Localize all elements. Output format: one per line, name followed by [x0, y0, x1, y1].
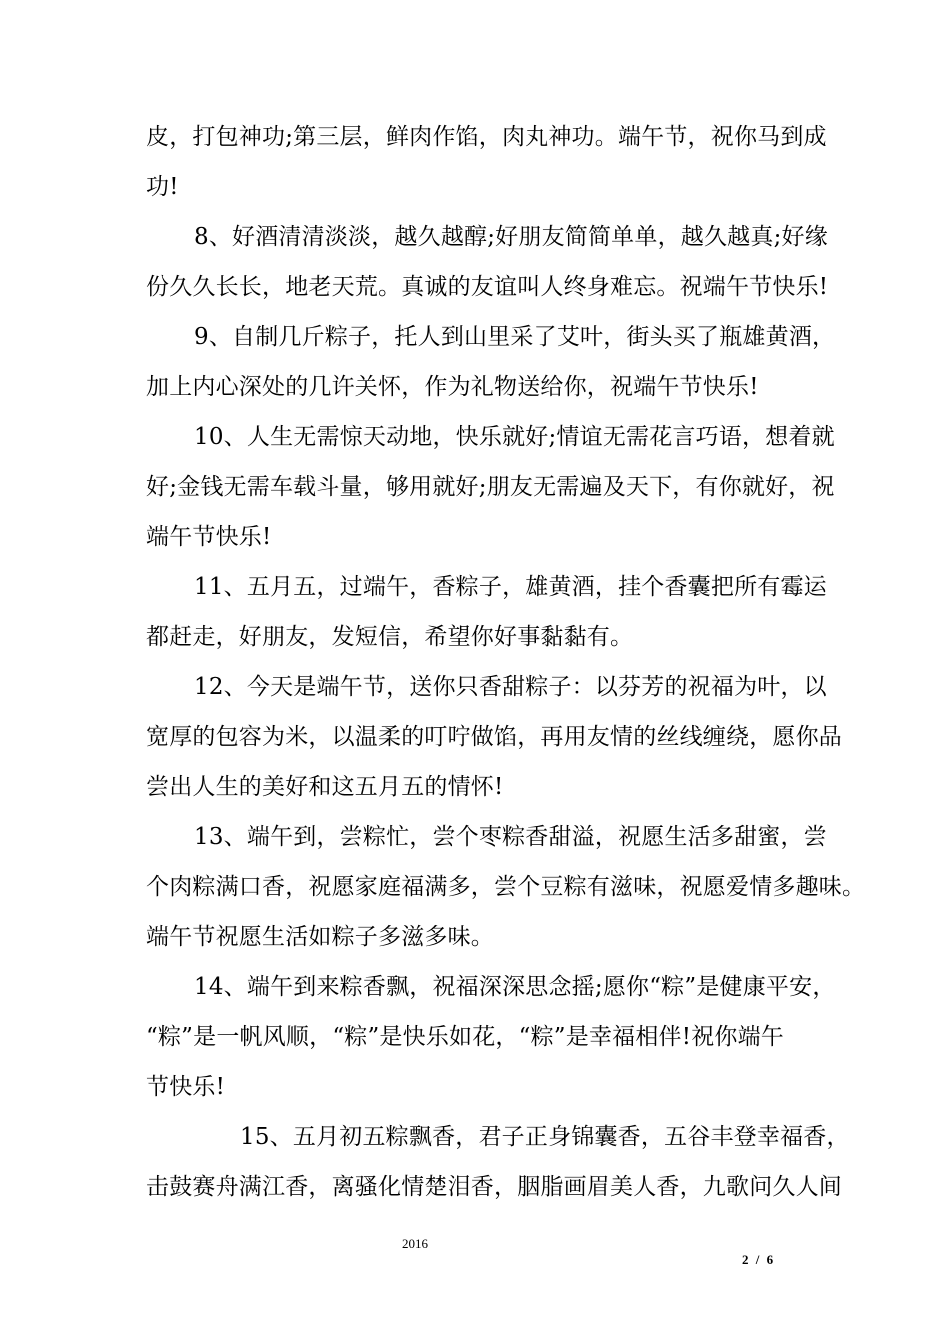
- paragraph-first-line: 12、今天是端午节，送你只香甜粽子：以芬芳的祝福为叶，以: [194, 674, 827, 700]
- text-line: 皮，打包神功;第三层，鲜肉作馅，肉丸神功。端午节，祝你马到成: [146, 124, 827, 150]
- text-line: 宽厚的包容为米，以温柔的叮咛做馅，再用友情的丝线缠绕，愿你品: [146, 724, 842, 750]
- paragraph-first-line: 14、端午到来粽香飘，祝福深深思念摇;愿你“粽”是健康平安，: [194, 974, 836, 1000]
- text-line: 个肉粽满口香，祝愿家庭福满多，尝个豆粽有滋味，祝愿爱情多趣味。: [146, 874, 866, 900]
- text-line: 功!: [146, 174, 179, 200]
- text-line: 份久久长长，地老天荒。真诚的友谊叫人终身难忘。祝端午节快乐!: [146, 274, 829, 300]
- text-line: “粽”是一帆风顺，“粽”是快乐如花，“粽”是幸福相伴!祝你端午: [146, 1024, 784, 1050]
- text-line: 节快乐!: [146, 1074, 226, 1100]
- paragraph-first-line: 11、五月五，过端午，香粽子，雄黄酒，挂个香囊把所有霉运: [194, 574, 827, 600]
- text-line: 端午节快乐!: [146, 524, 272, 550]
- page-number: 2 / 6: [742, 1252, 776, 1267]
- paragraph-first-line: 9、自制几斤粽子，托人到山里采了艾叶，街头买了瓶雄黄酒，: [194, 324, 836, 350]
- text-line: 尝出人生的美好和这五月五的情怀!: [146, 774, 504, 800]
- paragraph-first-line: 15、五月初五粽飘香，君子正身锦囊香，五谷丰登幸福香，: [240, 1124, 850, 1150]
- paragraph-first-line: 13、端午到，尝粽忙，尝个枣粽香甜溢，祝愿生活多甜蜜，尝: [194, 824, 827, 850]
- text-line: 都赶走，好朋友，发短信，希望你好事黏黏有。: [146, 624, 634, 650]
- text-line: 好;金钱无需车载斗量，够用就好;朋友无需遍及天下，有你就好，祝: [146, 474, 835, 500]
- paragraph-first-line: 8、好酒清清淡淡，越久越醇;好朋友简简单单，越久越真;好缘: [194, 224, 828, 250]
- text-line: 端午节祝愿生活如粽子多滋多味。: [146, 924, 494, 950]
- paragraph-first-line: 10、人生无需惊天动地，快乐就好;情谊无需花言巧语，想着就: [194, 424, 835, 450]
- footer-year: 2016: [402, 1236, 428, 1251]
- text-line: 击鼓赛舟满江香，离骚化情楚泪香，胭脂画眉美人香，九歌问久人间: [146, 1174, 842, 1200]
- text-line: 加上内心深处的几许关怀，作为礼物送给你，祝端午节快乐!: [146, 374, 759, 400]
